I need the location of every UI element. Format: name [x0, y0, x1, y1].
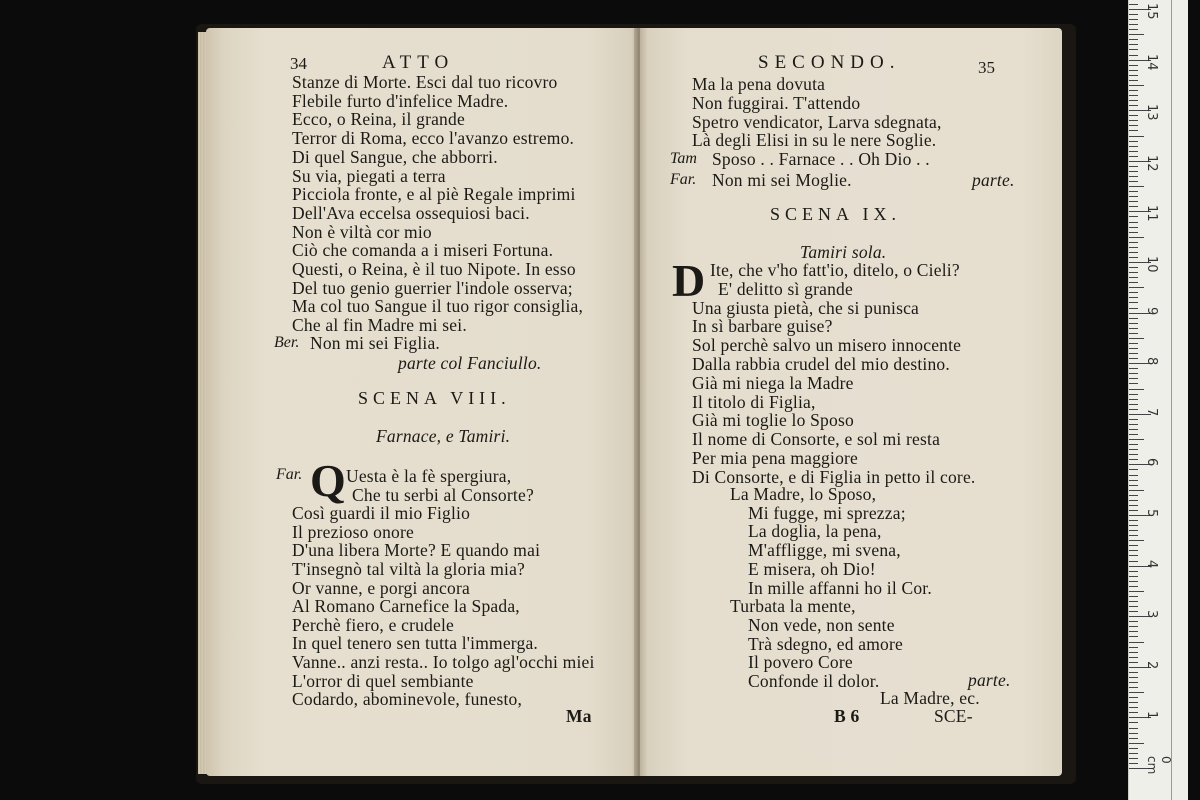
ruler-tick [1129, 591, 1144, 592]
ruler-tick [1129, 677, 1138, 678]
ruler-tick [1129, 191, 1138, 192]
ruler-tick [1129, 692, 1144, 693]
verse-line: T'insegnò tal viltà la gloria mia? [292, 559, 526, 579]
ruler-tick [1129, 505, 1138, 506]
verse-line: Mi fugge, mi sprezza; [748, 502, 906, 523]
ruler-tick [1129, 95, 1138, 96]
ruler-tick [1129, 206, 1138, 207]
stage-direction: parte col Fanciullo. [398, 353, 542, 373]
ruler-tick [1129, 707, 1138, 708]
ruler-number: 5 [1144, 509, 1159, 518]
ruler-tick [1129, 697, 1138, 698]
ruler-tick [1129, 201, 1138, 202]
ruler-tick [1129, 272, 1138, 273]
drop-cap: Q [310, 455, 346, 506]
ruler-tick [1129, 302, 1138, 303]
verse-line: La Madre, lo Sposo, [730, 484, 877, 504]
ruler-tick [1129, 581, 1138, 582]
verse-line: Che tu serbi al Consorte? [352, 484, 534, 505]
ruler-tick [1129, 39, 1138, 40]
ruler-tick [1129, 65, 1138, 66]
verse-line: Su via, piegati a terra [292, 165, 446, 186]
ruler-tick [1129, 449, 1138, 450]
verse-line: Già mi niega la Madre [692, 372, 854, 393]
ruler-number: 6 [1144, 458, 1159, 467]
ruler-tick [1129, 4, 1138, 5]
ruler-tick [1129, 733, 1138, 734]
ruler-tick [1129, 495, 1138, 496]
verse-line: Turbata la mente, [730, 596, 856, 617]
ruler-tick [1129, 222, 1138, 223]
ruler-tick [1129, 510, 1138, 511]
ruler-tick [1129, 328, 1138, 329]
verse-line: Di Consorte, e di Figlia in petto il core. [692, 466, 976, 487]
verse-line: Trà sdegno, ed amore [748, 633, 903, 654]
ruler-tick [1129, 186, 1144, 187]
verse-line: Ite, che v'ho fatt'io, ditelo, o Cieli? [710, 260, 960, 280]
ruler-tick [1129, 120, 1138, 121]
ruler-tick [1129, 358, 1138, 359]
ruler-tick [1129, 480, 1138, 481]
ruler-tick [1129, 394, 1138, 395]
verse-line: Terror di Roma, ecco l'avanzo estremo. [292, 128, 575, 149]
ruler-tick [1129, 485, 1138, 486]
ruler-tick [1129, 292, 1138, 293]
ruler-tick [1129, 389, 1144, 390]
verse-line: L'orror di quel sembiante [292, 670, 474, 691]
ruler-tick [1129, 454, 1138, 455]
page-number: 34 [290, 54, 307, 73]
verse-line: Or vanne, e porgi ancora [292, 577, 470, 598]
ruler-tick [1129, 55, 1138, 56]
ruler-tick [1129, 444, 1138, 445]
verse-line: Sol perchè salvo un misero innocente [692, 335, 962, 356]
ruler-tick [1129, 343, 1138, 344]
ruler-tick [1129, 378, 1138, 379]
ruler-tick [1129, 738, 1138, 739]
verse-line: Del tuo genio guerrier l'indole osserva; [292, 277, 573, 298]
ruler-tick [1129, 373, 1138, 374]
ruler-number: 10 [1144, 256, 1159, 273]
verse-line: Così guardi il mio Figlio [292, 503, 471, 524]
ruler-tick [1129, 490, 1144, 491]
ruler-tick [1129, 49, 1138, 50]
verse-line: In mille affanni ho il Cor. [748, 577, 932, 598]
ruler-tick [1129, 540, 1144, 541]
ruler-tick [1129, 85, 1144, 86]
verse-line: Ma col tuo Sangue il tuo rigor consiglia, [292, 296, 584, 317]
verse-line: Perchè fiero, e crudele [292, 614, 455, 635]
ruler-tick [1129, 14, 1138, 15]
ruler-tick [1129, 459, 1138, 460]
ruler-tick [1129, 525, 1138, 526]
ruler-tick [1129, 383, 1138, 384]
ruler-tick [1129, 469, 1138, 470]
ruler-tick [1129, 631, 1138, 632]
ruler-tick [1129, 75, 1138, 76]
verse-line: Non mi sei Moglie. [712, 170, 852, 190]
ruler-tick [1129, 424, 1138, 425]
ruler-tick [1129, 596, 1138, 597]
running-head: SECONDO. [758, 52, 901, 73]
ruler-number: 14 [1144, 53, 1159, 71]
verse-line: M'affligge, mi svena, [748, 540, 901, 561]
page-number: 35 [978, 58, 995, 77]
ruler-tick [1129, 130, 1138, 131]
ruler-tick [1129, 586, 1138, 587]
ruler-tick [1129, 70, 1138, 71]
ruler-unit: 0 cm [1145, 756, 1173, 775]
verse-line: Stanze di Morte. Esci dal tuo ricovro [292, 72, 558, 92]
verse-line: Di quel Sangue, che abborri. [292, 146, 498, 167]
ruler-tick [1129, 282, 1138, 283]
ruler-tick [1129, 500, 1138, 501]
ruler-tick [1129, 748, 1138, 749]
ruler-tick [1129, 571, 1138, 572]
right-page [640, 28, 1062, 776]
ruler-tick [1129, 90, 1138, 91]
speaker-far: Far. [276, 466, 303, 483]
verse-line: Ecco, o Reina, il grande [292, 109, 465, 130]
verse-line: La doglia, la pena, [748, 521, 882, 542]
ruler-tick [1129, 636, 1138, 637]
ruler-tick [1129, 136, 1144, 137]
ruler-tick [1129, 105, 1138, 106]
ruler-tick [1129, 561, 1138, 562]
ruler-tick [1129, 763, 1138, 764]
verse-line: Spetro vendicator, Larva sdegnata, [692, 111, 942, 132]
verse-line: Picciola fronte, e al piè Regale imprimi [292, 184, 576, 205]
ruler-tick [1129, 429, 1138, 430]
ruler-tick [1129, 100, 1138, 101]
ruler-number: 2 [1144, 660, 1159, 670]
ruler-tick [1129, 348, 1138, 349]
ruler-tick [1129, 672, 1138, 673]
ruler-tick [1129, 601, 1138, 602]
ruler-tick [1129, 621, 1138, 622]
verse-line: In sì barbare guise? [692, 316, 833, 337]
verse-line: Sposo . . Farnace . . Oh Dio . . [712, 149, 930, 169]
verse-line: D'una libera Morte? E quando mai [292, 540, 541, 561]
ruler-tick [1129, 555, 1138, 556]
verse-line: E' delitto sì grande [718, 278, 853, 299]
catchword: SCE- [934, 706, 973, 726]
verse-line: Il povero Core [748, 652, 853, 673]
ruler-number: 7 [1144, 407, 1159, 417]
scene-characters: Farnace, e Tamiri. [376, 426, 511, 446]
scene-title: SCENA IX. [770, 204, 902, 224]
ruler-tick [1129, 687, 1138, 688]
verse-line: Non mi sei Figlia. [310, 333, 440, 353]
ruler-tick [1129, 308, 1138, 309]
speaker-far: Far. [670, 171, 697, 188]
ruler-tick [1129, 323, 1138, 324]
verse-line: E misera, oh Dio! [748, 558, 876, 579]
ruler-number: 9 [1144, 306, 1159, 315]
ruler-tick [1129, 728, 1138, 729]
running-head: ATTO [382, 52, 455, 73]
ruler-tick [1129, 338, 1144, 339]
stage-direction: parte. [968, 670, 1011, 690]
verse-line: Confonde il dolor. [748, 671, 880, 691]
ruler-tick [1129, 227, 1138, 228]
scene-title: SCENA VIII. [358, 388, 511, 408]
measuring-ruler [1128, 0, 1188, 800]
verse-line: Vanne.. anzi resta.. Io tolgo agl'occhi miei [292, 652, 595, 672]
ruler-tick [1129, 19, 1138, 20]
ruler-tick [1129, 267, 1138, 268]
ruler-tick [1129, 550, 1138, 551]
ruler-tick [1129, 318, 1138, 319]
ruler-number: 4 [1144, 559, 1159, 568]
ruler-tick [1129, 439, 1144, 440]
verse-line: Al Romano Carnefice la Spada, [292, 596, 520, 617]
ruler-tick [1129, 642, 1144, 643]
ruler-tick [1129, 647, 1138, 648]
verse-line: Ciò che comanda a i miseri Fortuna. [292, 240, 554, 261]
drop-cap: D [672, 255, 706, 306]
ruler-tick [1129, 576, 1138, 577]
ruler-tick [1129, 611, 1138, 612]
ruler-number: 11 [1144, 205, 1159, 222]
verse-line: Dell'Ava eccelsa ossequiosi baci. [292, 202, 530, 223]
ruler-tick [1129, 753, 1138, 754]
ruler-number: 13 [1144, 104, 1159, 121]
ruler-tick [1129, 722, 1138, 723]
ruler-tick [1129, 682, 1138, 683]
speaker-ber: Ber. [274, 334, 300, 351]
scene-characters: Tamiri sola. [800, 242, 887, 262]
verse-line: Il titolo di Figlia, [692, 391, 816, 412]
ruler-tick [1129, 399, 1138, 400]
ruler-tick [1129, 24, 1138, 25]
ruler-tick [1129, 277, 1138, 278]
ruler-tick [1129, 156, 1138, 157]
ruler-tick [1129, 216, 1138, 217]
ruler-tick [1129, 34, 1144, 35]
ruler-tick [1129, 545, 1138, 546]
verse-line: Codardo, abominevole, funesto, [292, 689, 523, 710]
verse-line: Flebile furto d'infelice Madre. [292, 90, 509, 111]
ruler-tick [1129, 475, 1138, 476]
verse-line: Non è viltà cor mio [292, 221, 432, 242]
ruler-tick [1129, 657, 1138, 658]
verse-line: Che al fin Madre mi sei. [292, 315, 467, 336]
stage-direction: parte. [972, 170, 1015, 190]
verse-line: In quel tenero sen tutta l'immerga. [292, 633, 539, 654]
verse-line: Il prezioso onore [292, 521, 414, 542]
catchword: Ma [566, 706, 592, 726]
verse-line: Una giusta pietà, che si punisca [692, 297, 920, 318]
ruler-number: 3 [1144, 610, 1159, 619]
ruler-number: 1 [1144, 711, 1159, 720]
ruler-tick [1129, 434, 1138, 435]
verse-line: Già mi toglie lo Sposo [692, 410, 854, 431]
reprise-line: La Madre, ec. [880, 688, 980, 708]
ruler-tick [1129, 146, 1138, 147]
ruler-tick [1129, 125, 1138, 126]
ruler-tick [1129, 171, 1138, 172]
verse-line: Non fuggirai. T'attendo [692, 92, 861, 113]
ruler-tick [1129, 242, 1138, 243]
verse-line: Questi, o Reina, è il tuo Nipote. In esso [292, 259, 576, 279]
ruler-tick [1129, 662, 1138, 663]
ruler-tick [1129, 758, 1138, 759]
ruler-tick [1129, 29, 1138, 30]
signature-mark: B 6 [834, 706, 860, 726]
ruler-tick [1129, 115, 1138, 116]
ruler-tick [1129, 80, 1138, 81]
ruler-tick [1129, 606, 1138, 607]
ruler-tick [1129, 535, 1138, 536]
ruler-tick [1129, 181, 1138, 182]
ruler-tick [1129, 712, 1138, 713]
ruler-tick [1129, 287, 1144, 288]
speaker-tam: Tam [670, 150, 697, 167]
ruler-tick [1129, 652, 1138, 653]
verse-line: Dalla rabbia crudel del mio destino. [692, 354, 950, 374]
verse-line: Per mia pena maggiore [692, 448, 859, 468]
ruler-tick [1129, 368, 1138, 369]
ruler-tick [1129, 237, 1144, 238]
ruler-tick [1129, 530, 1138, 531]
left-page [206, 28, 638, 776]
ruler-number: 12 [1144, 154, 1159, 172]
ruler-number: 8 [1144, 357, 1159, 366]
verse-line: Il nome di Consorte, e sol mi resta [692, 429, 941, 450]
ruler-tick [1129, 247, 1138, 248]
verse-line: Non vede, non sente [748, 614, 895, 635]
ruler-tick [1129, 404, 1138, 405]
ruler-tick [1129, 702, 1138, 703]
ruler-tick [1129, 44, 1138, 45]
ruler-tick [1129, 419, 1138, 420]
ruler-tick [1129, 151, 1138, 152]
verse-line: Uesta è la fè spergiura, [346, 466, 512, 486]
ruler-tick [1129, 743, 1144, 744]
ruler-tick [1129, 176, 1138, 177]
ruler-tick [1129, 257, 1138, 258]
ruler-tick [1129, 333, 1138, 334]
ruler-tick [1129, 232, 1138, 233]
ruler-tick [1129, 520, 1138, 521]
ruler-tick [1129, 252, 1138, 253]
ruler-tick [1129, 166, 1138, 167]
ruler-tick [1129, 297, 1138, 298]
ruler-tick [1129, 626, 1138, 627]
ruler-tick [1129, 353, 1138, 354]
verse-line: Ma la pena dovuta [692, 74, 826, 94]
verse-line: Là degli Elisi in su le nere Soglie. [692, 130, 937, 151]
ruler-tick [1129, 196, 1138, 197]
ruler-line [1171, 0, 1172, 800]
ruler-number: 15 [1144, 3, 1159, 20]
ruler-tick [1129, 409, 1138, 410]
ruler-tick [1129, 141, 1138, 142]
